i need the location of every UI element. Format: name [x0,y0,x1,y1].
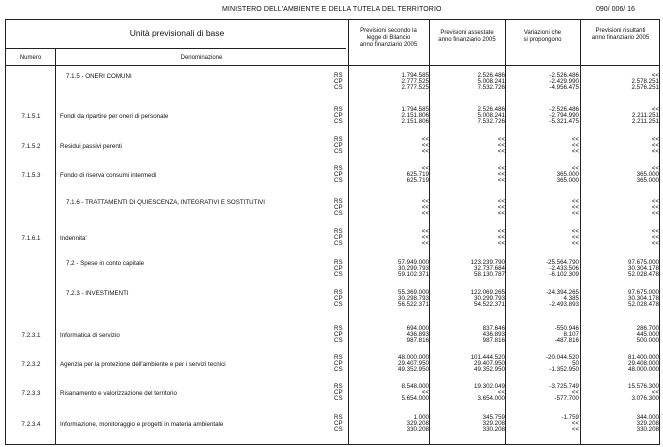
value: << [651,234,659,241]
value: 436.893 [406,331,429,338]
value: 365.000 [636,177,659,184]
value: 2.526.486 [477,72,505,79]
value: << [497,198,505,205]
row-previsioni-assestate [431,290,505,308]
value: << [421,136,429,143]
value: 101.444.520 [470,354,505,361]
value: 365.000 [636,171,659,178]
header-denominazione: Denominazione [180,55,223,61]
column-divider [429,20,430,444]
row-previsioni-risultanti [581,229,659,247]
value: -3.725.749 [549,383,579,390]
row-previsioni-legge [350,260,429,278]
value: 330.208 [482,426,505,433]
value: << [497,240,505,247]
row-previsioni-legge [350,73,429,91]
row-previsioni-assestate [431,137,505,155]
value: 436.893 [482,331,505,338]
value: -24.394.265 [545,289,579,296]
row-previsioni-risultanti [581,107,659,125]
header-previsioni-legge [348,28,429,49]
value: -2.493.893 [549,301,579,308]
row-previsioni-legge [350,137,429,155]
value: CP [334,234,343,241]
value: << [571,210,579,217]
row-denominazione: Agenzia per la protezione dell'ambiente e per i servizi tecnici [60,361,226,368]
value: 97.675.000 [628,259,659,266]
value: << [497,210,505,217]
value: 1.794.585 [401,106,429,113]
value: 2.526.486 [477,106,505,113]
value: << [571,389,579,396]
row-previsioni-risultanti [581,384,659,402]
value: RS [334,259,343,266]
row-numero: 7.1.5.3 [21,172,41,179]
value: CS [334,210,343,217]
row-previsioni-legge [350,107,429,125]
value: << [421,165,429,172]
row-variazioni [507,326,579,344]
header-line: Previsioni risultanti [595,28,646,34]
row-previsioni-risultanti [581,260,659,278]
value: RS [334,136,343,143]
value: << [651,72,659,79]
value: 59.102.371 [398,271,429,278]
budget-table [5,19,660,445]
value: 123.239.790 [470,259,505,266]
row-numero: 7.2.3.3 [21,390,41,397]
value: << [421,389,429,396]
value: 2.578.251 [631,78,659,85]
value: RS [334,72,343,79]
value: << [497,171,505,178]
value: CP [334,420,343,427]
value: << [497,177,505,184]
value: << [571,198,579,205]
value: -20.044.520 [545,354,579,361]
value: << [421,142,429,149]
value: 55.369.000 [398,289,429,296]
value: << [421,198,429,205]
row-codes [334,137,348,155]
row-previsioni-legge [350,355,429,373]
value: 1.000 [413,414,429,421]
page-title: MINISTERO DELL'AMBIENTE E DELLA TUTELA DEL TERRITORIO [222,6,442,13]
value: CS [334,301,343,308]
row-variazioni [507,260,579,278]
value: 29.407.950 [474,360,505,367]
page-number: 090/ 006/ 16 [596,6,635,13]
value: CP [334,360,343,367]
value: << [497,234,505,241]
value: << [651,142,659,149]
row-previsioni-assestate [431,384,505,402]
value: << [571,240,579,247]
value: 5.008.241 [477,78,505,85]
value: << [571,420,579,427]
value: CP [334,204,343,211]
row-variazioni [507,229,579,247]
row-codes [334,73,348,91]
value: << [571,165,579,172]
row-previsioni-assestate [431,107,505,125]
value: 2.211.251 [631,112,659,119]
value: << [571,142,579,149]
value: CS [334,84,343,91]
value: 329.208 [636,420,659,427]
header-line: Variazioni che [523,30,562,36]
row-previsioni-legge [350,384,429,402]
value: << [497,148,505,155]
value: << [651,228,659,235]
value: 52.028.478 [628,271,659,278]
value: << [651,165,659,172]
value: 54.522.371 [474,301,505,308]
value: -2.433.506 [549,265,579,272]
row-variazioni [507,107,579,125]
value: 29.407.950 [398,360,429,367]
row-codes [334,260,348,278]
value: 19.302.049 [474,383,505,390]
value: 500.000 [636,337,659,344]
row-previsioni-risultanti [581,355,659,373]
header-line: anno finanziario 2005 [438,37,496,43]
value: RS [334,354,343,361]
value: 49.352.950 [474,366,505,373]
row-previsioni-risultanti [581,166,659,184]
value: << [651,106,659,113]
value: CP [334,389,343,396]
row-previsioni-assestate [431,355,505,373]
value: -577.700 [554,395,579,402]
row-variazioni [507,137,579,155]
value: << [571,204,579,211]
value: << [651,240,659,247]
value: 625.719 [406,177,429,184]
value: 30.304.178 [628,295,659,302]
value: 48.000.000 [398,354,429,361]
value: 365.000 [556,171,579,178]
value: 2.777.525 [401,84,429,91]
value: 5.008.241 [477,112,505,119]
value: 122.069.265 [470,289,505,296]
value: -6.102.309 [549,271,579,278]
row-previsioni-assestate [431,326,505,344]
row-previsioni-risultanti [581,415,659,433]
value: -1.352.950 [549,366,579,373]
row-denominazione: Informatica di servizio [60,332,120,339]
value: 2.576.251 [631,84,659,91]
value: 5.654.000 [401,395,429,402]
row-denominazione: Residui passivi perenti [60,143,122,150]
row-numero: 7.1.6.1 [21,235,41,242]
row-variazioni [507,199,579,217]
value: << [421,240,429,247]
value: RS [334,325,343,332]
value: << [497,204,505,211]
value: << [421,204,429,211]
value: 837.646 [482,325,505,332]
value: 3.654.000 [477,395,505,402]
value: CP [334,265,343,272]
value: << [421,228,429,235]
value: CS [334,395,343,402]
value: -4.956.475 [549,84,579,91]
row-denominazione: Fondi da ripartire per oneri di personale [60,113,169,120]
row-denominazione: 7.2 - Spese in conto capitale [66,260,145,267]
value: 29.408.000 [628,360,659,367]
value: 987.816 [406,337,429,344]
row-denominazione: 7.1.5 - ONERI COMUNI [66,73,132,80]
value: CP [334,295,343,302]
value: 330.208 [636,426,659,433]
value: CS [334,426,343,433]
header-upb: Unità previsionali di base [129,28,225,38]
header-previsioni-risultanti [580,28,661,42]
value: -2.794.990 [549,112,579,119]
value: << [571,228,579,235]
value: 625.719 [406,171,429,178]
value: << [497,389,505,396]
row-codes [334,166,348,184]
value: -25.564.790 [545,259,579,266]
row-previsioni-risultanti [581,326,659,344]
value: CS [334,148,343,155]
value: << [571,426,579,433]
value: CP [334,142,343,149]
row-variazioni [507,355,579,373]
value: 344.000 [636,414,659,421]
value: 7.532.726 [477,118,505,125]
row-codes [334,107,348,125]
header-variazioni [505,30,580,44]
value: CS [334,366,343,373]
value: CS [334,271,343,278]
value: -2.429.990 [549,78,579,85]
value: 329.208 [406,420,429,427]
row-previsioni-assestate [431,415,505,433]
value: 329.208 [482,420,505,427]
value: << [651,148,659,155]
value: 58.130.787 [474,271,505,278]
row-previsioni-risultanti [581,199,659,217]
row-previsioni-legge [350,415,429,433]
value: << [571,234,579,241]
row-previsioni-legge [350,229,429,247]
row-variazioni [507,384,579,402]
value: << [571,148,579,155]
header-line: anno finanziario 2005 [591,35,650,41]
header-divider [6,48,346,49]
row-variazioni [507,166,579,184]
value: << [421,234,429,241]
row-previsioni-assestate [431,229,505,247]
row-numero: 7.1.5.2 [21,143,41,150]
row-previsioni-risultanti [581,137,659,155]
row-codes [334,290,348,308]
column-divider [505,20,506,444]
value: CS [334,240,343,247]
value: << [651,136,659,143]
row-numero: 7.2.3.1 [21,332,41,339]
row-variazioni [507,415,579,433]
value: CS [334,337,343,344]
value: 330.208 [406,426,429,433]
value: << [651,210,659,217]
value: -487.816 [554,337,579,344]
value: << [421,148,429,155]
value: 30.304.178 [628,265,659,272]
value: CP [334,112,343,119]
value: << [497,228,505,235]
value: 2.777.525 [401,78,429,85]
row-previsioni-legge [350,290,429,308]
value: CS [334,177,343,184]
row-codes [334,355,348,373]
value: RS [334,106,343,113]
value: 365.000 [556,177,579,184]
value: RS [334,165,343,172]
value: 2.211.251 [631,118,659,125]
value: RS [334,414,343,421]
row-denominazione: 7.1.6 - TRATTAMENTI DI QUIESCENZA, INTEGRATIVI E SOSTITUTIVI [66,199,265,206]
header-line: anno finanziario 2005 [359,42,418,48]
value: 1.794.585 [401,72,429,79]
value: 445.000 [636,331,659,338]
header-numero: Numero [19,55,42,61]
value: CS [334,118,343,125]
value: -2.526.486 [549,106,579,113]
row-denominazione: Informazione, monitoraggio e progetti in materia ambientale [60,421,224,428]
value: 345.759 [482,414,505,421]
value: 32.737.684 [474,265,505,272]
value: << [497,142,505,149]
row-codes [334,326,348,344]
row-previsioni-assestate [431,73,505,91]
header-line: si propongono [523,37,562,43]
value: -5.321.475 [549,118,579,125]
row-variazioni [507,290,579,308]
value: RS [334,289,343,296]
value: 8.107 [563,331,579,338]
value: -550.946 [554,325,579,332]
value: 694.000 [406,325,429,332]
value: << [651,198,659,205]
row-denominazione: Indennita' [60,235,87,242]
value: 48.000.000 [628,366,659,373]
value: 56.522.371 [398,301,429,308]
value: << [497,136,505,143]
row-previsioni-assestate [431,260,505,278]
value: << [497,165,505,172]
value: RS [334,228,343,235]
value: 30.298.793 [398,295,429,302]
value: CP [334,171,343,178]
header-bottom-line [6,65,659,66]
value: << [421,210,429,217]
row-denominazione: Fondo di riserva consumi intermedi [60,172,157,179]
row-numero: 7.1.5.1 [21,113,41,120]
row-previsioni-assestate [431,199,505,217]
page-header [0,4,663,16]
row-previsioni-legge [350,166,429,184]
value: CP [334,78,343,85]
value: RS [334,198,343,205]
value: 81.400.000 [628,354,659,361]
header-previsioni-assestate [429,30,505,44]
value: 4.385 [563,295,579,302]
value: 7.532.726 [477,84,505,91]
row-codes [334,199,348,217]
value: 50 [572,360,579,367]
header-line: Previsioni secondo la [360,28,417,34]
row-previsioni-assestate [431,166,505,184]
row-variazioni [507,73,579,91]
row-codes [334,384,348,402]
value: 57.949.000 [398,259,429,266]
header-line: Previsioni assestate [440,30,494,36]
row-previsioni-risultanti [581,290,659,308]
row-previsioni-risultanti [581,73,659,91]
value: << [651,389,659,396]
value: CP [334,331,343,338]
value: << [571,136,579,143]
value: 8.548.000 [401,383,429,390]
row-codes [334,415,348,433]
row-denominazione: Risanamento e valorizzazione del territorio [60,390,177,397]
column-divider [348,20,349,444]
value: 52.028.478 [628,301,659,308]
row-denominazione: 7.2.3 - INVESTIMENTI [66,290,129,297]
value: 97.675.000 [628,289,659,296]
value: -2.526.486 [549,72,579,79]
value: 286.700 [636,325,659,332]
row-previsioni-legge [350,326,429,344]
value: RS [334,383,343,390]
row-numero: 7.2.3.4 [21,421,41,428]
header-line: legge di Bilancio [366,35,411,41]
value: 987.816 [482,337,505,344]
value: << [651,204,659,211]
value: -1.759 [561,414,579,421]
value: 3.076.300 [631,395,659,402]
value: 30.299.793 [474,295,505,302]
column-divider [55,48,56,444]
value: 49.352.950 [398,366,429,373]
value: 2.151.806 [401,112,429,119]
value: 2.151.806 [401,118,429,125]
row-numero: 7.2.3.2 [21,361,41,368]
row-previsioni-legge [350,199,429,217]
value: 15.576.300 [628,383,659,390]
value: 30.299.793 [398,265,429,272]
row-codes [334,229,348,247]
